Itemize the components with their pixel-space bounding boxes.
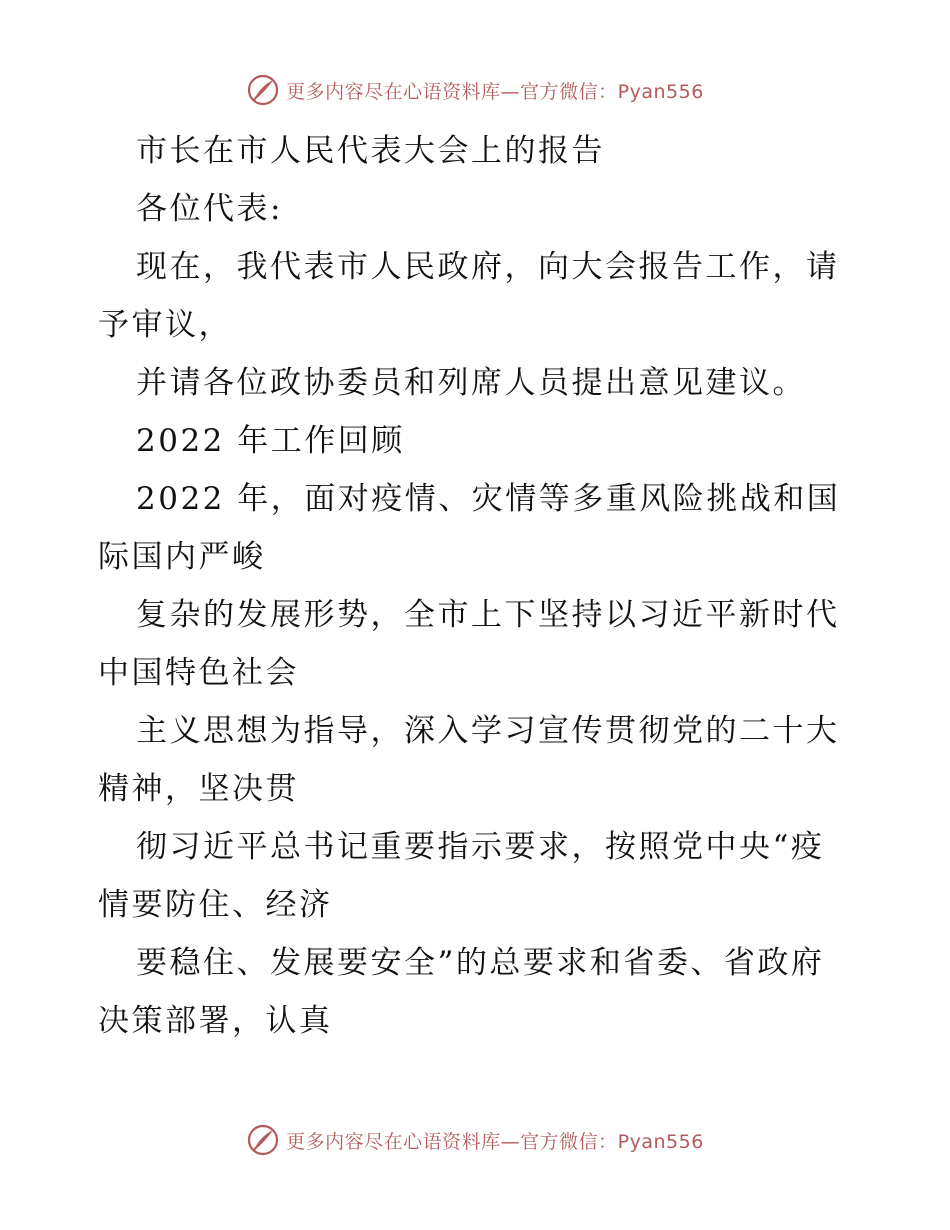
doc-line: 予审议， — [98, 307, 232, 343]
watermark-text: 更多内容尽在心语资料库—官方微信：Pyan556 — [286, 80, 704, 103]
doc-line: 2022 年工作回顾 — [136, 423, 405, 459]
footer-watermark — [0, 1120, 950, 1160]
doc-line: 中国特色社会 — [98, 655, 299, 691]
doc-line: 彻习近平总书记重要指示要求，按照党中央“疫 — [136, 829, 825, 865]
quill-pen-logo-icon — [246, 1123, 280, 1157]
document-body — [98, 122, 858, 1050]
doc-line: 情要防住、经济 — [98, 887, 333, 923]
doc-line: 要稳住、发展要安全”的总要求和省委、省政府 — [136, 945, 825, 981]
doc-line: 并请各位政协委员和列席人员提出意见建议。 — [136, 365, 806, 401]
doc-line: 决策部署，认真 — [98, 1003, 333, 1039]
doc-line: 复杂的发展形势，全市上下坚持以习近平新时代 — [136, 597, 840, 633]
doc-line: 现在，我代表市人民政府，向大会报告工作，请 — [136, 249, 840, 285]
doc-line: 2022 年，面对疫情、灾情等多重风险挑战和国 — [136, 481, 841, 517]
doc-line: 际国内严峻 — [98, 539, 266, 575]
quill-pen-logo-icon — [246, 73, 280, 107]
doc-line: 市长在市人民代表大会上的报告 — [136, 133, 605, 169]
doc-line: 各位代表: — [136, 191, 283, 227]
doc-line: 精神，坚决贯 — [98, 771, 299, 807]
watermark-text: 更多内容尽在心语资料库—官方微信：Pyan556 — [286, 1130, 704, 1153]
doc-line: 主义思想为指导，深入学习宣传贯彻党的二十大 — [136, 713, 840, 749]
header-watermark — [0, 70, 950, 110]
